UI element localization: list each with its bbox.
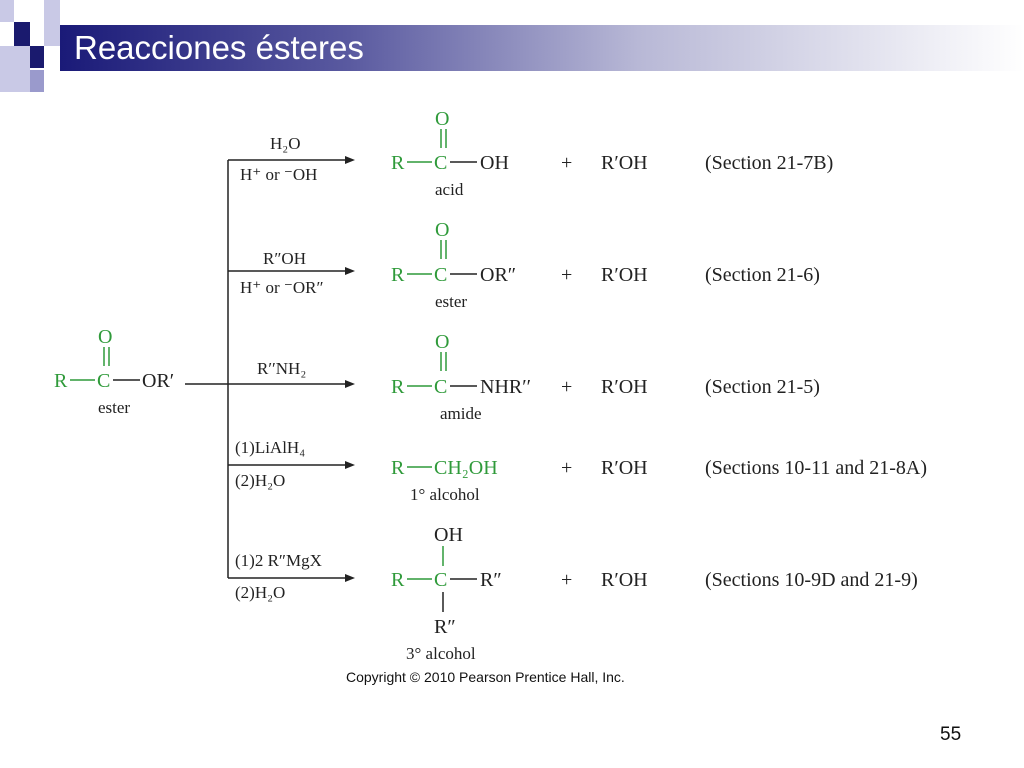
plus-sign: + bbox=[561, 376, 573, 398]
coproduct: R′OH bbox=[601, 152, 648, 174]
reactant-r: R bbox=[54, 370, 68, 392]
reactant-label: ester bbox=[98, 398, 131, 417]
product-group: NHR′′ bbox=[480, 376, 531, 398]
product-o: O bbox=[435, 108, 450, 130]
product-o: O bbox=[435, 331, 450, 353]
product-r: R bbox=[391, 569, 405, 591]
product-c: C bbox=[434, 264, 448, 286]
coproduct: R′OH bbox=[601, 457, 648, 479]
copyright-notice: Copyright © 2010 Pearson Prentice Hall, Inc. bbox=[346, 669, 625, 685]
page-number: 55 bbox=[940, 724, 962, 745]
reagent-bottom: (2)H₂O bbox=[235, 583, 286, 602]
product-oh: OH bbox=[434, 524, 463, 546]
section-reference: (Sections 10-9D and 21-9) bbox=[705, 569, 918, 591]
reactant-or: OR′ bbox=[142, 370, 175, 392]
product-r: R bbox=[391, 457, 405, 479]
slide-title: Reacciones ésteres bbox=[74, 29, 364, 66]
reactant-c: C bbox=[97, 370, 111, 392]
reactant-ester bbox=[54, 326, 174, 417]
reagent-top: R′′NH₂ bbox=[257, 359, 307, 378]
reaction-aminolysis bbox=[257, 331, 820, 423]
reagent-top: (1)LiAlH₄ bbox=[235, 438, 306, 457]
product-group: OH bbox=[480, 152, 509, 174]
reaction-reduction bbox=[235, 438, 927, 504]
reaction-grignard bbox=[235, 524, 918, 663]
section-reference: (Section 21-5) bbox=[705, 376, 820, 398]
plus-sign: + bbox=[561, 569, 573, 591]
product-o: O bbox=[435, 219, 450, 241]
coproduct: R′OH bbox=[601, 569, 648, 591]
section-reference: (Section 21-7B) bbox=[705, 152, 834, 174]
product-group: CH₂OH bbox=[434, 457, 498, 479]
product-r: R bbox=[391, 152, 405, 174]
reagent-bottom: H⁺ or ⁻OH bbox=[240, 165, 318, 184]
product-c: C bbox=[434, 376, 448, 398]
plus-sign: + bbox=[561, 264, 573, 286]
product-bottom: R″ bbox=[434, 616, 456, 638]
coproduct: R′OH bbox=[601, 264, 648, 286]
product-label: 1° alcohol bbox=[410, 485, 480, 504]
reagent-top: H₂O bbox=[270, 134, 301, 153]
product-c: C bbox=[434, 152, 448, 174]
section-reference: (Sections 10-11 and 21-8A) bbox=[705, 457, 927, 479]
product-group: R″ bbox=[480, 569, 502, 591]
plus-sign: + bbox=[561, 152, 573, 174]
product-label: 3° alcohol bbox=[406, 644, 476, 663]
product-label: acid bbox=[435, 180, 464, 199]
product-r: R bbox=[391, 376, 405, 398]
reagent-bottom: (2)H₂O bbox=[235, 471, 286, 490]
product-c: C bbox=[434, 569, 448, 591]
reagent-top: R″OH bbox=[263, 249, 306, 268]
product-label: ester bbox=[435, 292, 468, 311]
reagent-top: (1)2 R″MgX bbox=[235, 551, 322, 570]
product-group: OR″ bbox=[480, 264, 517, 286]
reactant-o: O bbox=[98, 326, 113, 348]
product-label: amide bbox=[440, 404, 482, 423]
coproduct: R′OH bbox=[601, 376, 648, 398]
section-reference: (Section 21-6) bbox=[705, 264, 820, 286]
reaction-hydrolysis bbox=[240, 108, 833, 199]
product-r: R bbox=[391, 264, 405, 286]
plus-sign: + bbox=[561, 457, 573, 479]
reagent-bottom: H⁺ or ⁻OR″ bbox=[240, 278, 324, 297]
reaction-transesterification bbox=[240, 219, 820, 311]
